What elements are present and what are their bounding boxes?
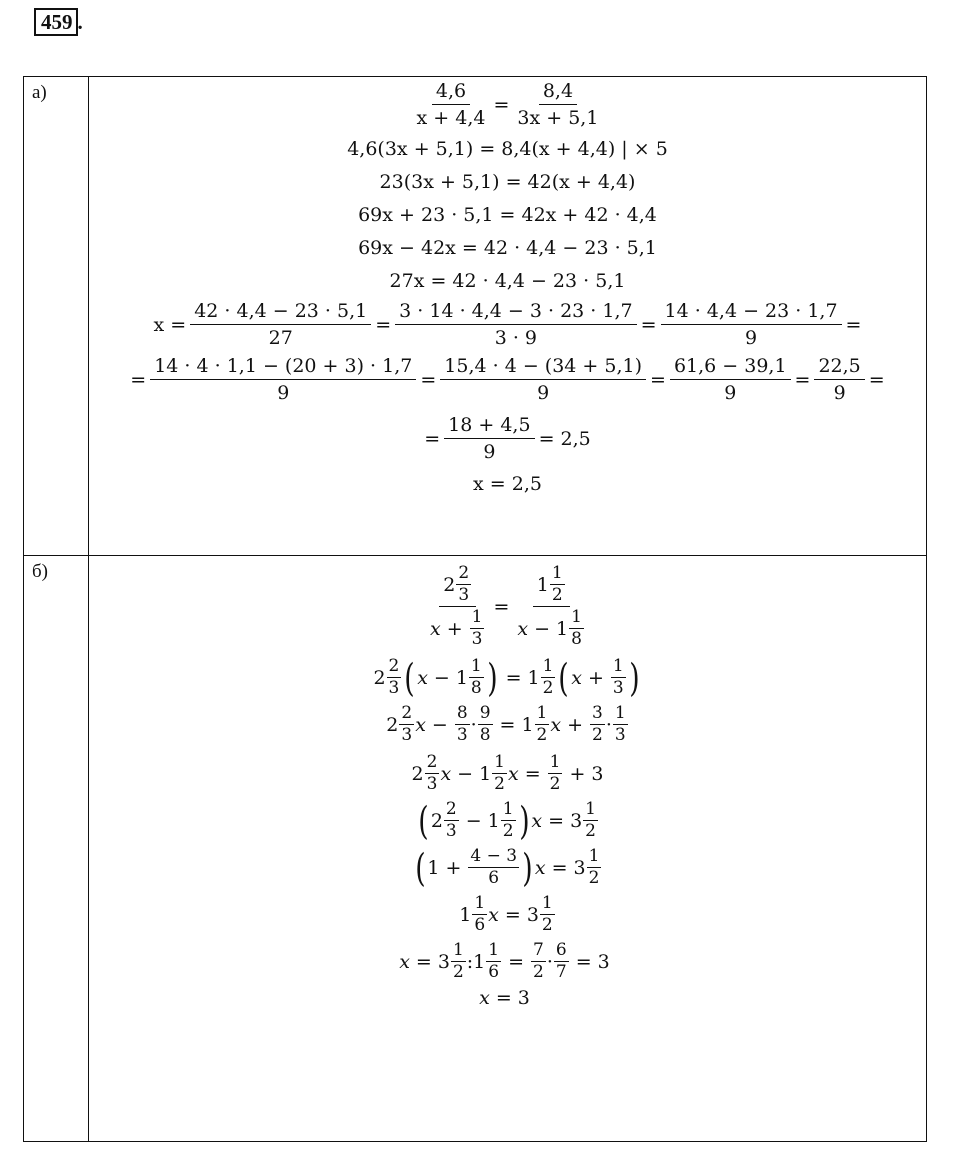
part-b-line-8: x = 3 $\frac{1}{2}$ : 1 $\frac{1}{6}$ = $\frac{7}{2}$ · $\frac{6}{7}$ = 3 xyxy=(399,940,610,982)
part-a-line-2: 4,6(3x + 5,1) = 8,4(x + 4,4) | × 5 xyxy=(347,138,668,160)
fraction: $\frac{61,6 - 39,1}{9}$ xyxy=(670,354,791,405)
part-b-line-6: ( 1 + $\frac{4 - 3}{6}$ ) x = 3 $\frac{1}{2}$ xyxy=(414,845,600,890)
fraction: 1 $\frac{1}{2}$ x − 1 $\frac{1}{8}$ xyxy=(517,563,582,649)
part-a-line-5: 69x − 42x = 42 · 4,4 − 23 · 5,1 xyxy=(358,237,657,259)
part-a-line-6: 27x = 42 · 4,4 − 23 · 5,1 xyxy=(389,270,626,292)
fraction: 2 $\frac{2}{3}$ x + $\frac{1}{3}$ xyxy=(430,563,483,649)
part-a-line-4: 69x + 23 · 5,1 = 42x + 42 · 4,4 xyxy=(358,204,657,226)
fraction: $\frac{18 + 4,5}{9}$ xyxy=(444,413,534,464)
problem-number xyxy=(34,8,83,36)
part-b-line-4: 2 $\frac{2}{3}$ x − 1 $\frac{1}{2}$ x = $\frac{1}{2}$ + 3 xyxy=(411,752,604,794)
problem-number-dot: . xyxy=(77,10,83,34)
fraction: $\frac{14 \cdot 4,4 - 23 \cdot 1,7}{9}$ xyxy=(661,299,842,350)
fraction: $\frac{3 \cdot 14 \cdot 4,4 - 3 \cdot 23 \cdot 1,7}{3 \cdot 9}$ xyxy=(395,299,636,350)
fraction: $\frac{22,5}{9}$ xyxy=(814,354,864,405)
part-b-line-7: 1 $\frac{1}{6}$ x = 3 $\frac{1}{2}$ xyxy=(459,893,553,935)
part-a-answer: x = 2,5 xyxy=(473,473,542,495)
part-a-row xyxy=(24,77,927,556)
problem-number-box: 459 xyxy=(34,8,78,36)
fraction: $\frac{4,6}{x + 4,4}$ xyxy=(416,80,486,129)
fraction: $\frac{14 \cdot 4 \cdot 1,1 - (20 + 3) \cdot 1,7}{9}$ xyxy=(150,354,416,405)
fraction: $\frac{8,4}{3x + 5,1}$ xyxy=(517,80,599,129)
part-b-line-5: ( 2 $\frac{2}{3}$ − 1 $\frac{1}{2}$ ) x = 3 $\frac{1}{2}$ xyxy=(418,798,596,843)
part-b-row xyxy=(24,556,927,1142)
fraction: $\frac{15,4 \cdot 4 - (34 + 5,1)}{9}$ xyxy=(440,354,646,405)
part-a-line-8: = $\frac{14 \cdot 4 \cdot 1,1 - (20 + 3) \cdot 1,7}{9}$ = $\frac{15,4 \cdot 4 - (34 + 5,1)}{9}$ = $\frac{61,6 - 39,1}{9}$ = $\frac{22,5}{9}$ = xyxy=(130,355,885,404)
part-a-label: а) xyxy=(24,77,89,556)
part-b-answer: x = 3 xyxy=(479,987,530,1009)
part-a-line-3: 23(3x + 5,1) = 42(x + 4,4) xyxy=(379,171,636,193)
solution-table xyxy=(23,76,927,1142)
part-b-label: б) xyxy=(24,556,89,1142)
fraction: $\frac{42 \cdot 4,4 - 23 \cdot 5,1}{27}$ xyxy=(190,299,371,350)
part-a-line-9: = $\frac{18 + 4,5}{9}$ = 2,5 xyxy=(424,414,591,463)
part-a-line-1: $\frac{4,6}{x + 4,4}$ = $\frac{8,4}{3x + 5,1}$ xyxy=(89,79,926,130)
part-b-line-2: 2 $\frac{2}{3}$ ( x − 1 $\frac{1}{8}$ ) = 1 $\frac{1}{2}$ ( x + $\frac{1}{3}$ ) xyxy=(373,655,640,700)
part-a-line-7: x = $\frac{42 \cdot 4,4 - 23 \cdot 5,1}{27}$ = $\frac{3 \cdot 14 \cdot 4,4 - 3 \cdot 23 \cdot 1,7}{3 \cdot 9}$ = $\frac{14 \cdot 4,4 - 23 \cdot 1,7}{9}$ = xyxy=(153,300,862,349)
part-b-line-1: 2 $\frac{2}{3}$ x + $\frac{1}{3}$ = 1 $\frac{1}{2}$ x − 1 $\frac{1}{8}$ xyxy=(89,564,926,649)
part-b-body xyxy=(89,556,927,1142)
part-a-body xyxy=(89,77,927,556)
part-b-line-3: 2 $\frac{2}{3}$ x − $\frac{8}{3}$ · $\frac{9}{8}$ = 1 $\frac{1}{2}$ x + $\frac{3}{2}$ · $\frac{1}{3}$ xyxy=(386,703,626,745)
